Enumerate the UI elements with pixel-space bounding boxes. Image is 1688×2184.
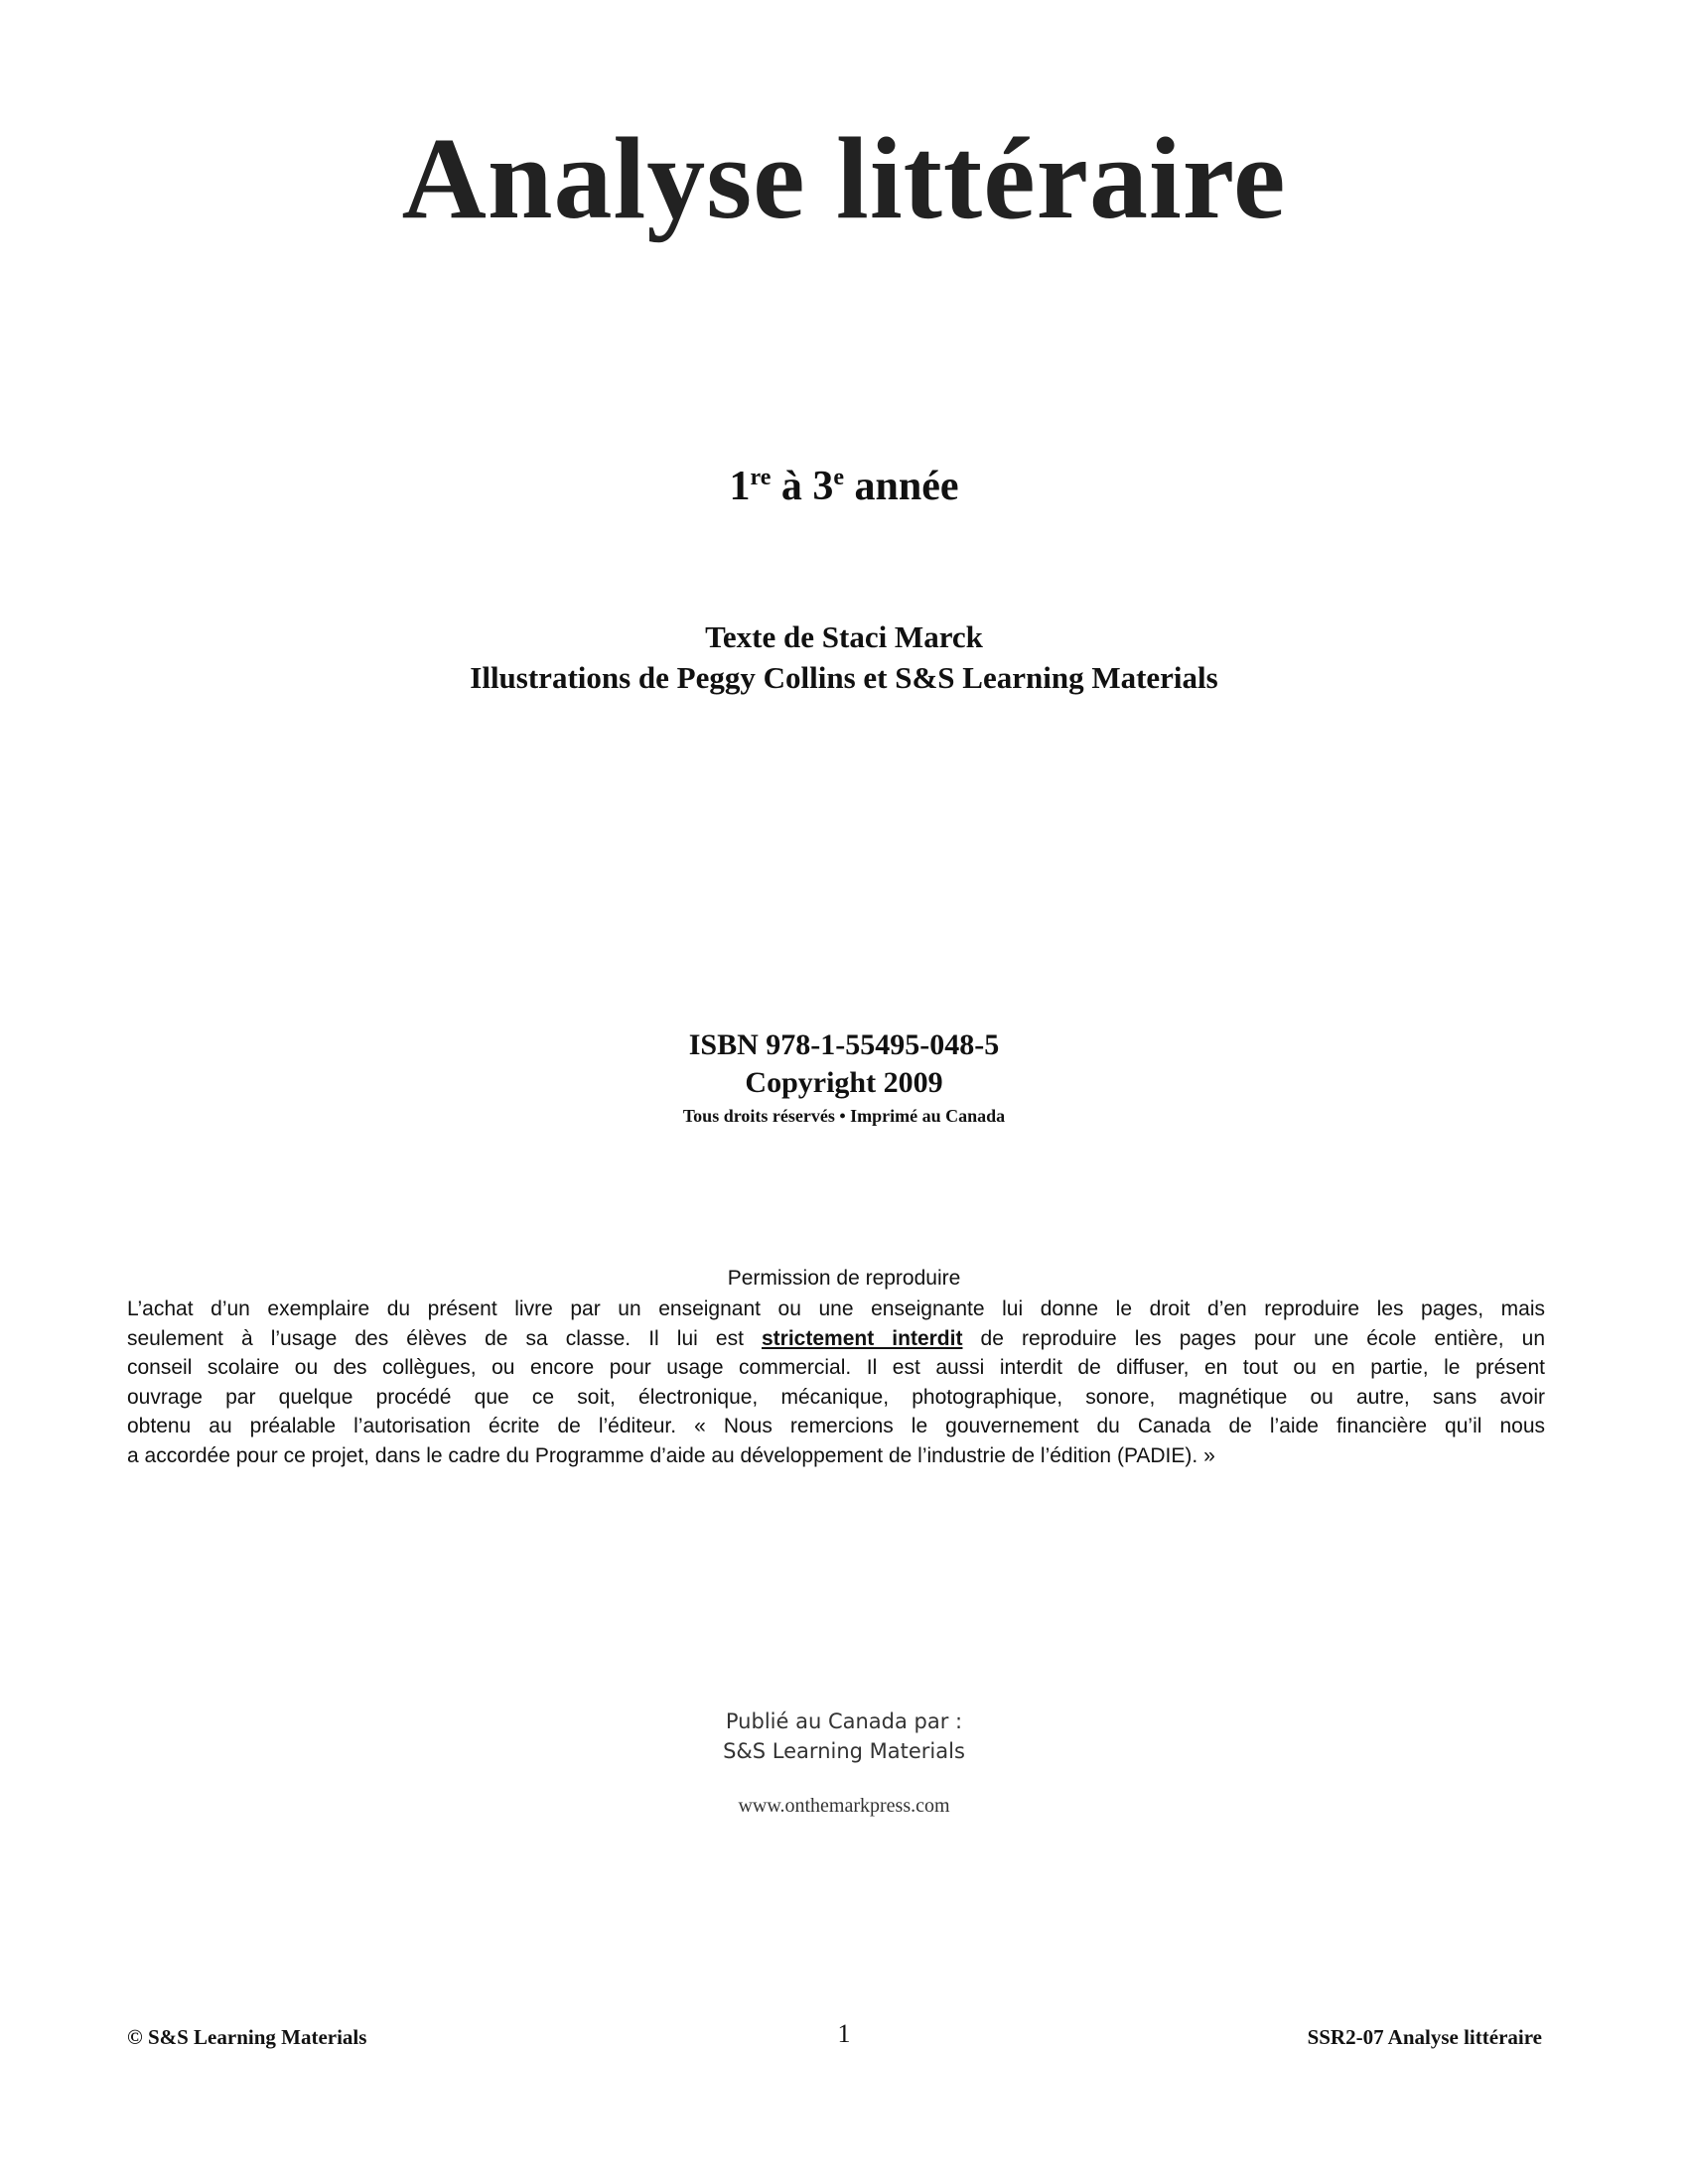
grade-mid: à 3	[771, 464, 834, 509]
footer-product-code: SSR2-07 Analyse littéraire	[1307, 2025, 1542, 2049]
publisher-name: S&S Learning Materials	[723, 1739, 965, 1763]
copyright: Copyright 2009	[745, 1066, 943, 1099]
author-credit: Texte de Staci Marck	[705, 619, 983, 654]
footer-copyright: © S&S Learning Materials	[127, 2025, 367, 2049]
illustrations-credit: Illustrations de Peggy Collins et S&S Learning Materials	[470, 660, 1218, 695]
strictly-forbidden-emphasis: strictement interdit	[762, 1326, 963, 1350]
grade-sup-2: e	[833, 465, 845, 490]
permission-text: de reproduire les pages pour une école entière, un	[962, 1326, 1546, 1350]
permission-text: seulement à l’usage des élèves de sa classe. Il lui est	[127, 1326, 762, 1350]
grade-level	[0, 463, 1688, 510]
published-by: Publié au Canada par :	[725, 1709, 963, 1733]
publisher-website[interactable]: www.onthemarkpress.com	[738, 1795, 950, 1817]
permission-line: conseil scolaire ou des collègues, ou encore pour usage commercial. Il est aussi interdit de diffuser, en tout ou en partie, le présent	[127, 1356, 1545, 1379]
grade-end: année	[844, 464, 959, 509]
permission-line: L’achat d’un exemplaire du présent livre par un enseignant ou une enseignante lui donne le droit d’en reproduire les pages, mais	[127, 1297, 1545, 1320]
page-number: 1	[837, 2019, 851, 2048]
permission-line: ouvrage par quelque procédé que ce soit, électronique, mécanique, photographique, sonore, magnétique ou autre, sans avoir	[127, 1385, 1545, 1409]
isbn: ISBN 978-1-55495-048-5	[688, 1028, 1000, 1061]
permission-line: obtenu au préalable l’autorisation écrite de l’éditeur. « Nous remercions le gouvernement du Canada de l’aide financière qu’il nous	[127, 1415, 1545, 1437]
permission-line: a accordée pour ce projet, dans le cadre du Programme d’aide au développement de l’industrie de l’édition (PADIE). »	[127, 1443, 1215, 1467]
permission-paragraph	[127, 1295, 1545, 1470]
permission-title: Permission de reproduire	[727, 1267, 961, 1290]
grade-sup-1: re	[750, 465, 772, 490]
grade-start: 1	[729, 464, 751, 509]
rights-notice: Tous droits réservés • Imprimé au Canada	[682, 1106, 1006, 1126]
permission-line	[127, 1324, 1545, 1354]
page-title: Analyse littéraire	[401, 113, 1287, 243]
